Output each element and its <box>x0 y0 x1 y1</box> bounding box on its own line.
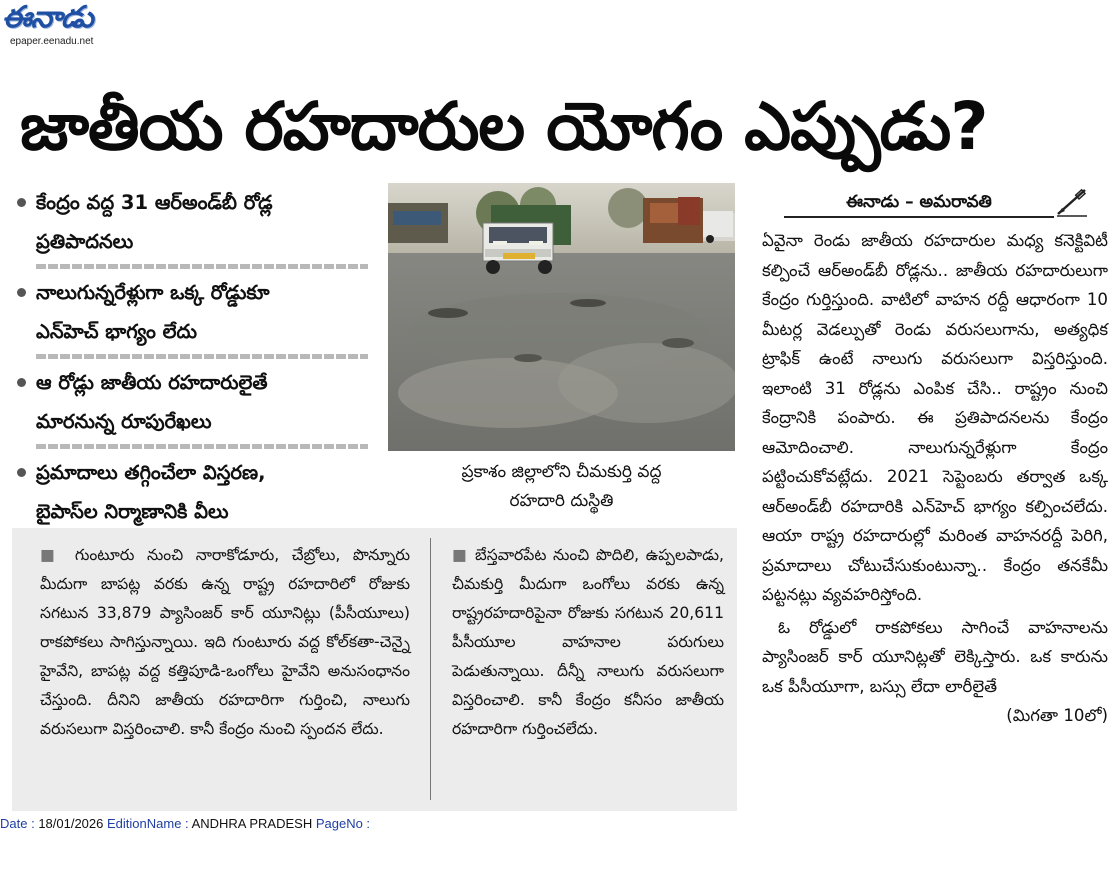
highlight-item <box>14 183 380 261</box>
bullet-icon: ■ <box>40 546 75 564</box>
box-column-left <box>40 541 410 744</box>
box-divider <box>430 538 431 800</box>
edition-label: EditionName : <box>107 816 189 831</box>
bullet-icon <box>17 288 26 297</box>
divider <box>36 264 368 269</box>
highlight-line: ప్రతిపాదనలు <box>36 230 134 253</box>
box-text: గుంటూరు నుంచి నారాకోడూరు, చేబ్రోలు, పొన్నూరు మీదుగా బాపట్ల వరకు ఉన్న రాష్ట్ర రహదారిలో రోజుకు సగటున 33,879 ప్యాసింజర్ కార్ యూనిట్లు (పీసీయూలు) రాకపోకలు సాగిస్తున్నాయి. ఇది గుంటూరు వద్ద కోల్‌కతా-చెన్నై హైవేని, బాపట్ల వద్ద కత్తిపూడి-ఒంగోలు హైవేని అనుసంధానం చేస్తుంది. దీనిని జాతీయ రహదారిగా గుర్తించి, నాలుగు వరుసలుగా విస్తరించాలి. కానీ కేంద్రం నుంచి స్పందన లేదు. <box>40 546 410 738</box>
page-title: జాతీయ రహదారుల యోగం ఎప్పుడు? <box>20 88 988 165</box>
logo-url: epaper.eenadu.net <box>10 36 94 47</box>
page-label: PageNo : <box>315 816 371 831</box>
divider <box>36 444 368 449</box>
article-paragraph: ఓ రోడ్డులో రాకపోకలు సాగించే వాహనాలను ప్యాసింజర్ కార్ యూనిట్లతో లెక్కిస్తారు. ఒక కారును ఒక పీసీయూగా, బస్సు లేదా లారీలైతే <box>762 617 1108 696</box>
bullet-icon <box>17 468 26 477</box>
highlight-item <box>14 273 380 351</box>
byline: ఈనాడు – అమరావతి <box>784 190 1054 218</box>
logo <box>0 0 140 52</box>
highlight-line: ప్రమాదాలు తగ్గించేలా విస్తరణ, <box>36 461 266 484</box>
highlight-line: నాలుగున్నరేళ్లుగా ఒక్క రోడ్డుకూ <box>36 281 270 304</box>
date-value: 18/01/2026 <box>38 816 104 831</box>
photo-caption <box>388 458 735 516</box>
date-label: Date : <box>0 816 35 831</box>
highlight-line: కేంద్రం వద్ద 31 ఆర్‌అండ్‌బీ రోడ్ల <box>36 191 273 214</box>
box-text: బేస్తవారపేట నుంచి పొదిలి, ఉప్పలపాడు, చీమకుర్తి మీదుగా ఒంగోలు వరకు ఉన్న రాష్ట్రరహదారిపైనా రోజుకు సగటున 20,611 పీసీయూల వాహనాల పరుగులు పెడుతున్నాయి. దీన్నీ నాలుగు వరుసలుగా విస్తరించాలి. కానీ కేంద్రం కనీసం జాతీయ రహదారిగా గుర్తించలేదు. <box>452 546 724 738</box>
highlight-line: ఆ రోడ్లు జాతీయ రహదారులైతే <box>36 371 268 394</box>
article-paragraph: ఏవైనా రెండు జాతీయ రహదారుల మధ్య కనెక్టివిటీ కల్పించే ఆర్‌అండ్‌బీ రోడ్లను.. జాతీయ రహదారులుగా కేంద్రం గుర్తిస్తుంది. వాటిలో వాహన రద్దీ ఆధారంగా 10 మీటర్ల వెడల్పుతో రెండు వరుసలుగాను, అత్యధిక ట్రాఫిక్ ఉంటే నాలుగు వరుసలుగా విస్తరిస్తుంది. ఇలాంటి 31 రోడ్లను ఎంపిక చేసి.. రాష్ట్రం నుంచి కేంద్రానికి పంపారు. ఈ ప్రతిపాదనలను కేంద్రం ఆమోదించాలి. నాలుగున్నరేళ్లుగా కేంద్రం పట్టించుకోవట్లేదు. 2021 సెప్టెంబరు తర్వాత ఒక్క ఆర్‌అండ్‌బీ రహదారికి ఎన్‌హెచ్ భాగ్యం కల్పించలేదు. ఆయా రాష్ట్ర రహదారుల్లో మరింత వాహనరద్దీ పెరిగి, ప్రమాదాలు చోటుచేసుకుంటున్నా.. కేంద్రం తనకేమీ పట్టనట్లు వ్యవహరిస్తోంది. <box>762 231 1108 604</box>
bullet-icon <box>17 198 26 207</box>
caption-line: ప్రకాశం జిల్లాలోని చీమకుర్తి వద్ద <box>461 462 662 482</box>
bullet-icon <box>17 378 26 387</box>
edition-value: ANDHRA PRADESH <box>191 816 313 831</box>
logo-mark: ఈనాడు <box>2 0 93 35</box>
continued-note: (మిగతా 10లో) <box>1006 706 1108 725</box>
bullet-icon: ■ <box>452 546 476 564</box>
divider <box>36 354 368 359</box>
road-photo-image <box>388 183 735 451</box>
highlight-line: ఎన్‌హెచ్ భాగ్యం లేదు <box>36 320 197 343</box>
highlights-list <box>14 183 380 531</box>
highlight-item <box>14 453 380 531</box>
caption-line: రహదారి దుస్థితి <box>509 491 614 511</box>
pen-icon <box>1055 186 1089 218</box>
box-column-right <box>452 541 724 744</box>
article-body <box>762 226 1108 731</box>
road-photo <box>388 183 735 451</box>
highlight-line: మారనున్న రూపురేఖలు <box>36 410 212 433</box>
highlight-item <box>14 363 380 441</box>
footer <box>0 816 370 831</box>
highlight-line: బైపాస్‌ల నిర్మాణానికి వీలు <box>36 500 229 523</box>
